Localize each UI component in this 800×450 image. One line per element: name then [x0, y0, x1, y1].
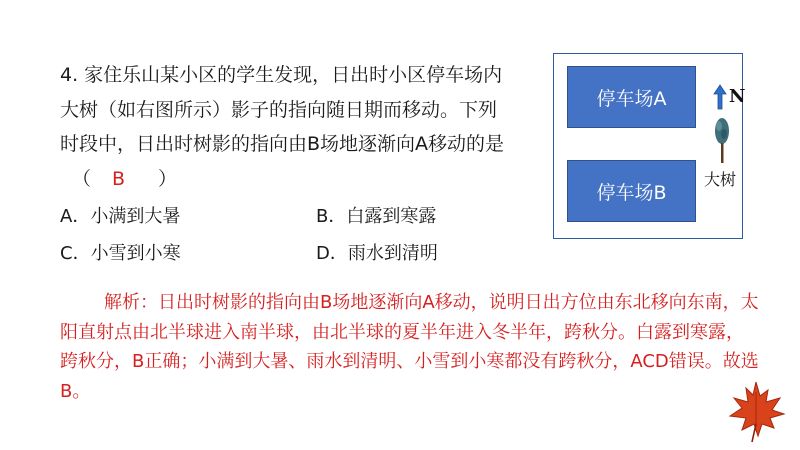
tree-label: 大树	[704, 170, 737, 189]
north-label: N	[729, 86, 746, 107]
parking-diagram	[553, 53, 746, 239]
question-line-1: 4. 家住乐山某小区的学生发现，日出时小区停车场内	[60, 64, 503, 86]
option-d: D．雨水到清明	[316, 243, 438, 264]
tree-icon	[711, 116, 733, 166]
analysis-text: 解析：日出时树影的指向由B场地逐渐向A移动，说明日出方位由东北移向东南，太阳直射点由北半球进入南半球，由北半球的夏半年进入冬半年，跨秋分。白露到寒露，跨秋分，B正确；小满到大暑、雨水到清明、小雪到小寒都没有跨秋分，ACD错误。故选B。	[60, 292, 759, 402]
option-c: C．小雪到小寒	[60, 243, 181, 264]
parking-lot-a: 停车场A	[567, 66, 696, 128]
question-line-3: 时段中，日出时树影的指向由B场地逐渐向A移动的是	[60, 133, 505, 155]
paren-close: ）	[158, 168, 178, 190]
option-a: A．小满到大暑	[60, 206, 181, 227]
maple-leaf-icon	[722, 378, 790, 446]
option-b: B．白露到寒露	[316, 206, 437, 227]
question-line-2: 大树（如右图所示）影子的指向随日期而移动。下列	[60, 99, 498, 121]
answer-letter: B	[112, 168, 126, 190]
analysis-block	[60, 288, 760, 406]
parking-lot-b: 停车场B	[567, 160, 696, 222]
paren-open: （	[72, 168, 92, 190]
